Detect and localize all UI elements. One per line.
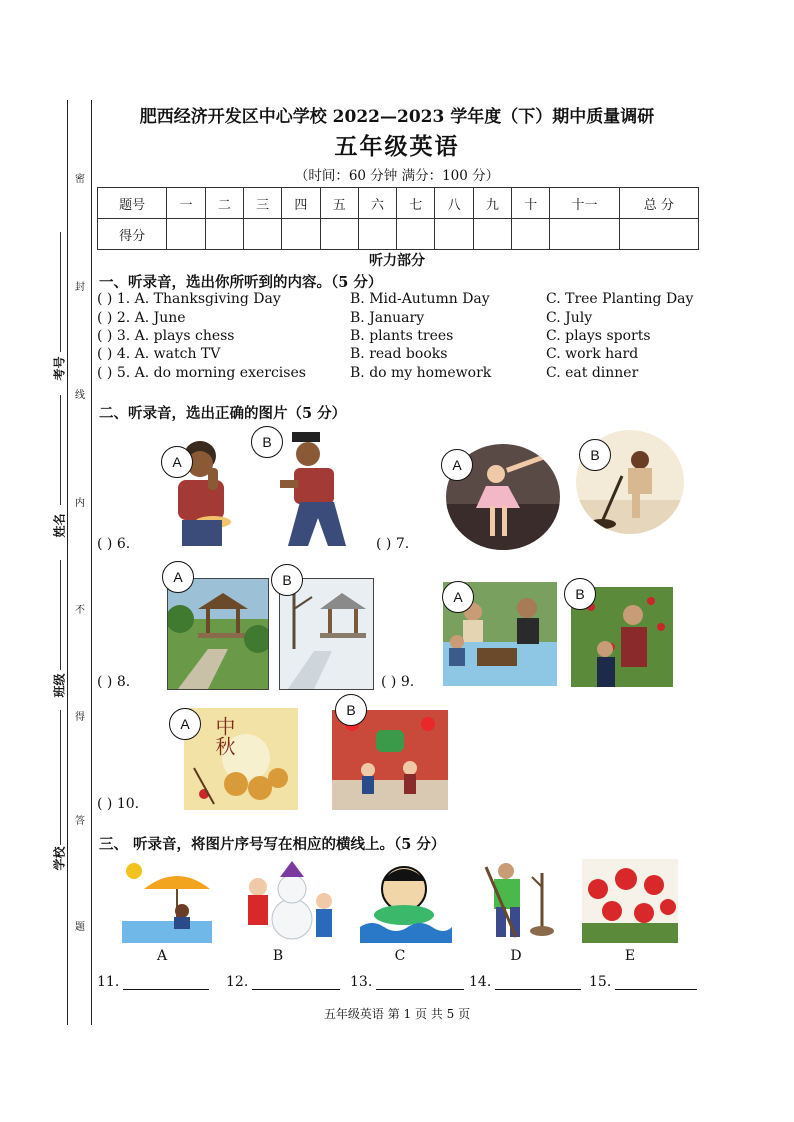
question-row[interactable] <box>97 291 737 309</box>
score-header-cell: 十一 <box>550 188 619 219</box>
exam-info: （时间：60 分钟 满分：100 分） <box>294 168 500 184</box>
question-8[interactable]: ( ) 8. <box>97 674 131 690</box>
section2-title: 二、听录音，选出正确的图片（5 分） <box>99 405 347 422</box>
blank-number: 15. <box>589 974 612 990</box>
page-footer: 五年级英语 第 1 页 共 5 页 <box>323 1007 471 1021</box>
section3-title: 三、 听录音，将图片序号写在相应的横线上。（5 分） <box>99 836 446 853</box>
score-cell[interactable] <box>282 219 320 250</box>
option-c: C. Tree Planting Day <box>546 291 694 307</box>
blank-number: 12. <box>226 974 249 990</box>
red-flowers-picture[interactable] <box>582 859 678 943</box>
option-b: B. read books <box>350 346 448 362</box>
score-table <box>97 187 699 250</box>
blank-number: 14. <box>469 974 492 990</box>
picture-letter: A <box>156 948 168 964</box>
score-value-row <box>98 219 699 250</box>
score-cell[interactable] <box>205 219 243 250</box>
option-label-a: A <box>161 446 193 478</box>
score-cell[interactable] <box>512 219 550 250</box>
question-row[interactable] <box>97 365 737 383</box>
score-header-cell: 十 <box>512 188 550 219</box>
margin-char: 不 <box>75 605 85 616</box>
score-cell[interactable] <box>320 219 358 250</box>
option-label-b: B <box>564 578 596 610</box>
score-row-label: 得分 <box>98 219 167 250</box>
margin-char: 得 <box>75 712 85 723</box>
margin-char: 线 <box>75 390 85 401</box>
planting-tree-picture[interactable] <box>476 857 556 943</box>
mid-autumn-picture[interactable] <box>184 708 298 810</box>
answer-blank-11[interactable] <box>97 974 209 990</box>
margin-label-class: 班级 <box>52 673 67 698</box>
picture-letter: C <box>394 948 406 964</box>
score-header-cell: 二 <box>205 188 243 219</box>
swimming-boy-picture[interactable] <box>360 855 452 943</box>
option-label-a: A <box>441 449 473 481</box>
score-header-cell: 三 <box>243 188 281 219</box>
question-row[interactable] <box>97 328 737 346</box>
mooncake-title-text: 中秋 <box>212 716 236 756</box>
margin-char: 题 <box>75 922 85 933</box>
score-header-cell: 题号 <box>98 188 167 219</box>
score-cell[interactable] <box>167 219 205 250</box>
answer-blank-13[interactable] <box>350 974 464 990</box>
score-header-cell: 七 <box>397 188 435 219</box>
picture-letter: E <box>624 948 636 964</box>
margin-line-right <box>91 100 92 1025</box>
picture-letter: B <box>272 948 284 964</box>
option-c: C. plays sports <box>546 328 651 344</box>
question-a: ( ) 2. A. June <box>97 310 186 326</box>
score-header-cell: 八 <box>435 188 473 219</box>
option-b: B. do my homework <box>350 365 492 381</box>
question-10[interactable]: ( ) 10. <box>97 796 140 812</box>
option-label-a: A <box>442 581 474 613</box>
score-cell[interactable] <box>397 219 435 250</box>
margin-char: 内 <box>75 498 85 509</box>
answer-blank-12[interactable] <box>226 974 340 990</box>
margin-fill-line <box>60 710 61 845</box>
score-cell[interactable] <box>473 219 511 250</box>
option-b: B. January <box>350 310 425 326</box>
question-9[interactable]: ( ) 9. <box>381 674 415 690</box>
question-a: ( ) 5. A. do morning exercises <box>97 365 306 381</box>
section1-title: 一、听录音，选出你所听到的内容。（5 分） <box>99 274 383 291</box>
score-cell[interactable] <box>619 219 698 250</box>
question-row[interactable] <box>97 310 737 328</box>
margin-label-name: 姓名 <box>52 513 67 538</box>
margin-char: 密 <box>75 174 85 185</box>
question-7[interactable]: ( ) 7. <box>376 536 410 552</box>
margin-label-school: 学校 <box>52 846 67 871</box>
option-label-b: B <box>251 426 283 458</box>
score-cell[interactable] <box>358 219 396 250</box>
margin-fill-line <box>60 395 61 505</box>
question-a: ( ) 1. A. Thanksgiving Day <box>97 291 281 307</box>
score-cell[interactable] <box>550 219 619 250</box>
question-a: ( ) 3. A. plays chess <box>97 328 235 344</box>
score-header-cell: 六 <box>358 188 396 219</box>
question-a: ( ) 4. A. watch TV <box>97 346 221 362</box>
margin-line-left <box>67 100 68 1025</box>
blank-number: 13. <box>350 974 373 990</box>
picture-letter: D <box>510 948 522 964</box>
option-b: B. plants trees <box>350 328 454 344</box>
listening-title: 听力部分 <box>369 253 425 269</box>
boy-running-picture[interactable] <box>280 430 358 548</box>
summer-beach-picture[interactable] <box>122 859 212 943</box>
margin-label-exam-no: 考号 <box>52 356 67 381</box>
answer-blank-14[interactable] <box>469 974 581 990</box>
score-header-cell: 总 分 <box>619 188 698 219</box>
winter-pavilion-picture[interactable] <box>279 578 374 690</box>
score-header-cell: 四 <box>282 188 320 219</box>
margin-fill-line <box>60 560 61 670</box>
score-cell[interactable] <box>243 219 281 250</box>
score-header-row <box>98 188 699 219</box>
score-header-cell: 一 <box>167 188 205 219</box>
summer-pavilion-picture[interactable] <box>167 578 269 690</box>
option-c: C. July <box>546 310 593 326</box>
option-c: C. work hard <box>546 346 639 362</box>
margin-char: 封 <box>75 282 85 293</box>
question-6[interactable]: ( ) 6. <box>97 536 131 552</box>
score-header-cell: 五 <box>320 188 358 219</box>
option-label-b: B <box>335 694 367 726</box>
margin-char: 答 <box>75 816 85 827</box>
blank-number: 11. <box>97 974 120 990</box>
option-label-b: B <box>271 564 303 596</box>
winter-snowman-picture[interactable] <box>240 857 336 943</box>
answer-blank-15[interactable] <box>589 974 697 990</box>
option-label-b: B <box>579 439 611 471</box>
score-header-cell: 九 <box>473 188 511 219</box>
score-cell[interactable] <box>435 219 473 250</box>
exam-subject: 五年级英语 <box>334 133 460 160</box>
exam-title: 肥西经济开发区中心学校 2022—2023 学年度（下）期中质量调研 <box>139 107 655 127</box>
question-row[interactable] <box>97 346 737 364</box>
option-label-a: A <box>162 561 194 593</box>
option-c: C. eat dinner <box>546 365 639 381</box>
option-label-a: A <box>169 708 201 740</box>
option-b: B. Mid-Autumn Day <box>350 291 490 307</box>
